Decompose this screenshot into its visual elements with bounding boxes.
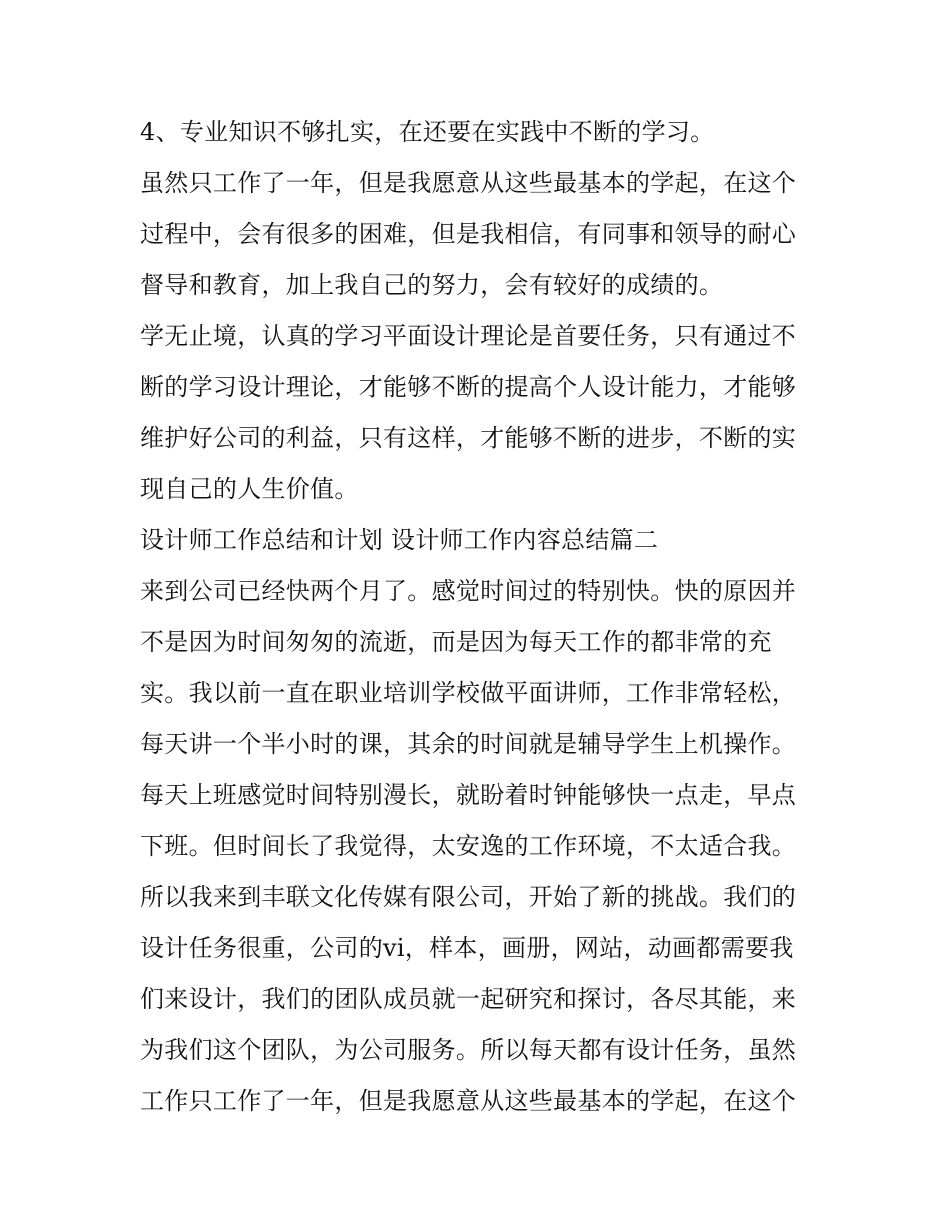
text-line: 实。我以前一直在职业培训学校做平面讲师，工作非常轻松， [140, 679, 797, 707]
document-body [140, 107, 815, 1127]
text-line: 4、专业知识不够扎实，在还要在实践中不断的学习。 [140, 118, 715, 146]
text-line: 督导和教育，加上我自己的努力，会有较好的成绩的。 [140, 271, 724, 299]
section-heading: 设计师工作总结和计划 设计师工作内容总结篇二 [140, 526, 659, 554]
text-line: 过程中，会有很多的困难，但是我相信，有同事和领导的耐心 [140, 220, 797, 248]
text-line: 虽然只工作了一年，但是我愿意从这些最基本的学起，在这个 [140, 169, 797, 197]
text-line: 为我们这个团队，为公司服务。所以每天都有设计任务，虽然 [140, 1036, 797, 1064]
text-line: 每天上班感觉时间特别漫长，就盼着时钟能够快一点走，早点 [140, 781, 797, 809]
text-line: 工作只工作了一年，但是我愿意从这些最基本的学起，在这个 [140, 1087, 797, 1115]
text-line: 现自己的人生价值。 [140, 475, 359, 503]
text-line: 不是因为时间匆匆的流逝，而是因为每天工作的都非常的充 [140, 628, 772, 656]
text-line: 下班。但时间长了我觉得，太安逸的工作环境，不太适合我。 [140, 832, 797, 860]
text-line: 维护好公司的利益，只有这样，才能够不断的进步，不断的实 [140, 424, 797, 452]
text-line: 们来设计，我们的团队成员就一起研究和探讨，各尽其能，来 [140, 985, 797, 1013]
text-line: 来到公司已经快两个月了。感觉时间过的特别快。快的原因并 [140, 577, 797, 605]
text-line: 每天讲一个半小时的课，其余的时间就是辅导学生上机操作。 [140, 730, 797, 758]
text-line: 断的学习设计理论，才能够不断的提高个人设计能力，才能够 [140, 373, 797, 401]
text-line: 学无止境，认真的学习平面设计理论是首要任务，只有通过不 [140, 322, 797, 350]
text-line: 设计任务很重，公司的vi，样本，画册，网站，动画都需要我 [140, 934, 794, 962]
text-line: 所以我来到丰联文化传媒有限公司，开始了新的挑战。我们的 [140, 883, 797, 911]
